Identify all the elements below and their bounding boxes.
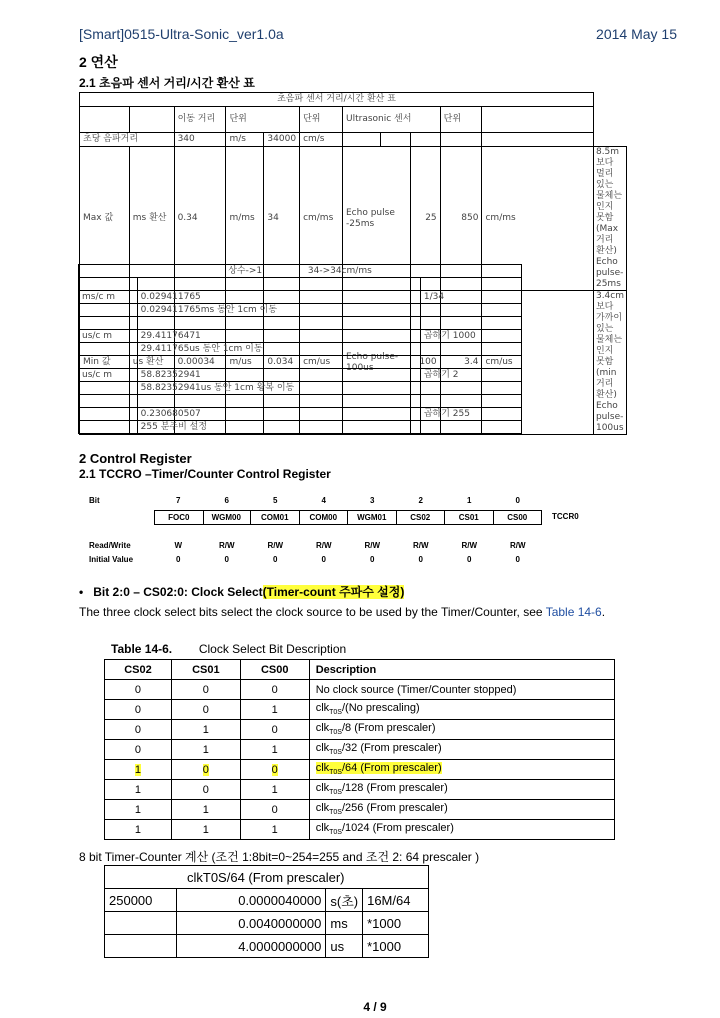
cell-value: 0.029411765	[137, 291, 420, 304]
table-row	[105, 800, 615, 820]
bit-number: 6	[224, 496, 229, 505]
bit-number: 0	[515, 496, 520, 505]
bit-value: 1	[240, 740, 309, 760]
cell-value: 58.82352941	[137, 369, 420, 382]
column-header: CS01	[171, 660, 240, 680]
bit-rw: R/W	[364, 541, 381, 550]
cell-desc: 0.029411765ms 동안 1cm 이동	[137, 304, 420, 317]
cell-value: 25	[410, 147, 440, 291]
table-cell	[105, 912, 177, 935]
bit-init: 0	[273, 555, 278, 564]
table-cell: *1000	[363, 912, 429, 935]
bit-init: 0	[224, 555, 229, 564]
table-link[interactable]: Table 14-6	[545, 605, 602, 619]
bit-value: 0	[171, 700, 240, 720]
document-date: 2014 May 15	[596, 26, 677, 42]
bullet-mark: •	[79, 585, 84, 599]
table-caption: Table 14-6. Clock Select Bit Description	[111, 642, 347, 656]
bit-value: 1	[171, 720, 240, 740]
bit-rw: R/W	[461, 541, 478, 550]
cell-note: 곱하기 2	[420, 369, 521, 382]
bit-value: 1	[171, 820, 240, 840]
table-cell: 0.0040000000	[176, 912, 326, 935]
description: clk$_{T0S}$/128 (From prescaler)	[309, 780, 614, 800]
bit-init: 0	[321, 555, 326, 564]
column-header: CS02	[105, 660, 172, 680]
table-row	[105, 780, 615, 800]
bit-rw: R/W	[412, 541, 429, 550]
cell-value: 850	[440, 147, 482, 291]
description: clk$_{T0S}$/(No prescaling)	[309, 700, 614, 720]
table-cell	[105, 935, 177, 958]
header-unit: 단위	[226, 107, 300, 133]
bit-value: 1	[171, 800, 240, 820]
table-caption: 상수->1 34->34cm/ms	[79, 265, 522, 278]
cell-value: 100	[410, 291, 440, 435]
row-label: us/c m	[79, 330, 138, 343]
bit-init: 0	[515, 555, 520, 564]
table-row	[105, 700, 615, 720]
bit-number: 1	[467, 496, 472, 505]
table-cell: s(초)	[326, 889, 363, 912]
cell-note: Echo pulse-100us	[595, 401, 624, 433]
cell-note: 3.4cm 보다 가까이 있는 물체는 인지 못함(min 거리 환산)	[595, 291, 624, 400]
table-row	[105, 760, 615, 780]
bit-value: 0	[105, 700, 172, 720]
row-label: Min 값	[80, 291, 130, 435]
table-cell: ms	[326, 912, 363, 935]
cell-value: 0.34	[174, 147, 226, 291]
table-cell: us	[326, 935, 363, 958]
column-header: CS00	[240, 660, 309, 680]
section-title: 2 Control Register	[79, 451, 192, 466]
cell-value: 0.00034	[174, 291, 226, 435]
bit-value: 0	[240, 800, 309, 820]
bit-label: Bit	[89, 496, 100, 505]
cell-note: 곱하기 1000	[420, 330, 521, 343]
cell-note: 8.5m 보다 멀리 있는 물체는 인지 못함(Max 거리 환산)	[595, 147, 623, 256]
cell-value: 29.41176471	[137, 330, 420, 343]
bit-value: 0	[240, 680, 309, 700]
bit-value: 1	[240, 700, 309, 720]
bit-value: 1	[105, 780, 172, 800]
bullet-text: Bit 2:0 – CS02:0: Clock Select	[93, 585, 263, 599]
bit-value: 1	[171, 740, 240, 760]
cell-unit: m/s	[226, 133, 264, 147]
cell-unit: cm/s	[300, 133, 343, 147]
description: clk$_{T0S}$/32 (From prescaler)	[309, 740, 614, 760]
init-label: Initial Value	[89, 555, 134, 564]
cell-echo: Echo pulse -25ms	[343, 147, 411, 291]
cell-value: 0.230680507	[137, 408, 420, 421]
section-title: 2 연산	[79, 54, 118, 70]
bullet-item	[79, 583, 404, 600]
section-subtitle: 2.1 초음파 센서 거리/시간 환산 표	[79, 76, 255, 90]
timer-calc-table	[104, 865, 429, 958]
cell-value: 34000	[264, 133, 300, 147]
bit-value: 0	[105, 680, 172, 700]
bit-number: 3	[370, 496, 375, 505]
bit-name: COM01	[251, 510, 300, 525]
bit-value: 0	[171, 680, 240, 700]
table-cell: *1000	[363, 935, 429, 958]
row-label: 초당 음파거리	[80, 133, 175, 147]
cell-value: 0.034	[264, 291, 300, 435]
cell-value: 340	[174, 133, 226, 147]
table-row	[105, 820, 615, 840]
cell-desc: 255 분주비 설정	[137, 421, 420, 434]
cell-unit: m/ms	[226, 147, 264, 291]
row-conversion: us 환산	[129, 291, 174, 435]
table-row	[105, 720, 615, 740]
row-label: us/c m	[79, 369, 138, 382]
bit-value: 0	[171, 780, 240, 800]
bit-rw: R/W	[267, 541, 284, 550]
bit-name: CS01	[445, 510, 494, 525]
table-row	[105, 912, 429, 935]
bit-value: 1	[105, 760, 172, 780]
bit-value: 1	[240, 820, 309, 840]
paragraph: The three clock select bits select the clock source to be used by the Timer/Counter, see Table 14-6.	[79, 605, 606, 619]
cell-note: Echo pulse-25ms	[595, 257, 624, 289]
bit-name: COM00	[300, 510, 349, 525]
constants-table	[78, 264, 522, 434]
bit-name: CS02	[397, 510, 446, 525]
table-row	[105, 740, 615, 760]
cell-unit: cm/us	[300, 291, 343, 435]
bit-init: 0	[418, 555, 423, 564]
bit-rw: W	[174, 541, 183, 550]
description: clk$_{T0S}$/256 (From prescaler)	[309, 800, 614, 820]
row-label: Max 값	[80, 147, 130, 291]
table-caption: clkT0S/64 (From prescaler)	[105, 866, 429, 889]
calc-label: 8 bit Timer-Counter 계산 (조건 1:8bit=0~254=255 and 조건 2: 64 prescaler )	[79, 850, 480, 864]
cell-note: 곱하기 255	[420, 408, 521, 421]
bit-rw: R/W	[509, 541, 526, 550]
bit-rw: R/W	[315, 541, 332, 550]
table-cell: 250000	[105, 889, 177, 912]
description: clk$_{T0S}$/64 (From prescaler)	[309, 760, 614, 780]
bit-name: WGM01	[348, 510, 397, 525]
bit-value: 0	[240, 720, 309, 740]
header-unit: 단위	[440, 107, 482, 133]
document-title: [Smart]0515-Ultra-Sonic_ver1.0a	[79, 26, 284, 42]
bit-name: CS00	[494, 510, 543, 525]
bit-value: 0	[105, 720, 172, 740]
cell-value: 3.4	[440, 291, 482, 435]
cell-desc: 29.411765us 동안 1cm 이동	[137, 343, 420, 356]
header-distance: 이동 거리	[174, 107, 226, 133]
register-name: TCCR0	[552, 512, 579, 521]
table-cell: 16M/64	[363, 889, 429, 912]
cell-value: 34	[264, 147, 300, 291]
section-subtitle: 2.1 TCCRO –Timer/Counter Control Register	[79, 467, 331, 481]
table-cell: 4.0000000000	[176, 935, 326, 958]
bit-init: 0	[176, 555, 181, 564]
bit-number: 2	[418, 496, 423, 505]
description: clk$_{T0S}$/1024 (From prescaler)	[309, 820, 614, 840]
bit-value: 0	[171, 760, 240, 780]
bit-value: 1	[240, 780, 309, 800]
bit-name: FOC0	[154, 510, 204, 525]
bit-rw: R/W	[218, 541, 235, 550]
column-header: Description	[309, 660, 614, 680]
cell-unit: m/us	[226, 291, 264, 435]
row-label: ms/c m	[79, 291, 138, 304]
table-caption: 초음파 센서 거리/시간 환산 표	[80, 93, 594, 107]
cell-note: 1/34	[420, 291, 521, 304]
table-row	[105, 680, 615, 700]
table-cell: 0.0000040000	[176, 889, 326, 912]
clock-select-table	[104, 659, 615, 840]
bit-init: 0	[467, 555, 472, 564]
bit-value: 0	[105, 740, 172, 760]
cell-unit: cm/us	[482, 291, 593, 435]
bit-value: 1	[105, 800, 172, 820]
table-row	[105, 889, 429, 912]
cell-desc: 58.82352941us 동안 1cm 왕복 이동	[137, 382, 420, 395]
bit-value: 0	[240, 760, 309, 780]
bit-init: 0	[370, 555, 375, 564]
bit-number: 4	[321, 496, 326, 505]
header-sensor: Ultrasonic 센서	[343, 107, 441, 133]
rw-label: Read/Write	[89, 541, 131, 550]
page-number: 4 / 9	[363, 1000, 387, 1014]
bit-value: 1	[105, 820, 172, 840]
cell-echo: Echo pulse- 100us	[343, 291, 411, 435]
bit-number: 7	[176, 496, 181, 505]
description: No clock source (Timer/Counter stopped)	[309, 680, 614, 700]
bit-number: 5	[273, 496, 278, 505]
bit-name: WGM00	[203, 510, 252, 525]
description: clk$_{T0S}$/8 (From prescaler)	[309, 720, 614, 740]
cell-unit: cm/ms	[300, 147, 343, 291]
table-row	[105, 935, 429, 958]
highlight-text: (Timer-count 주파수 설정)	[262, 585, 405, 599]
cell-unit: cm/ms	[482, 147, 593, 291]
header-unit: 단위	[300, 107, 343, 133]
row-conversion: ms 환산	[129, 147, 174, 291]
